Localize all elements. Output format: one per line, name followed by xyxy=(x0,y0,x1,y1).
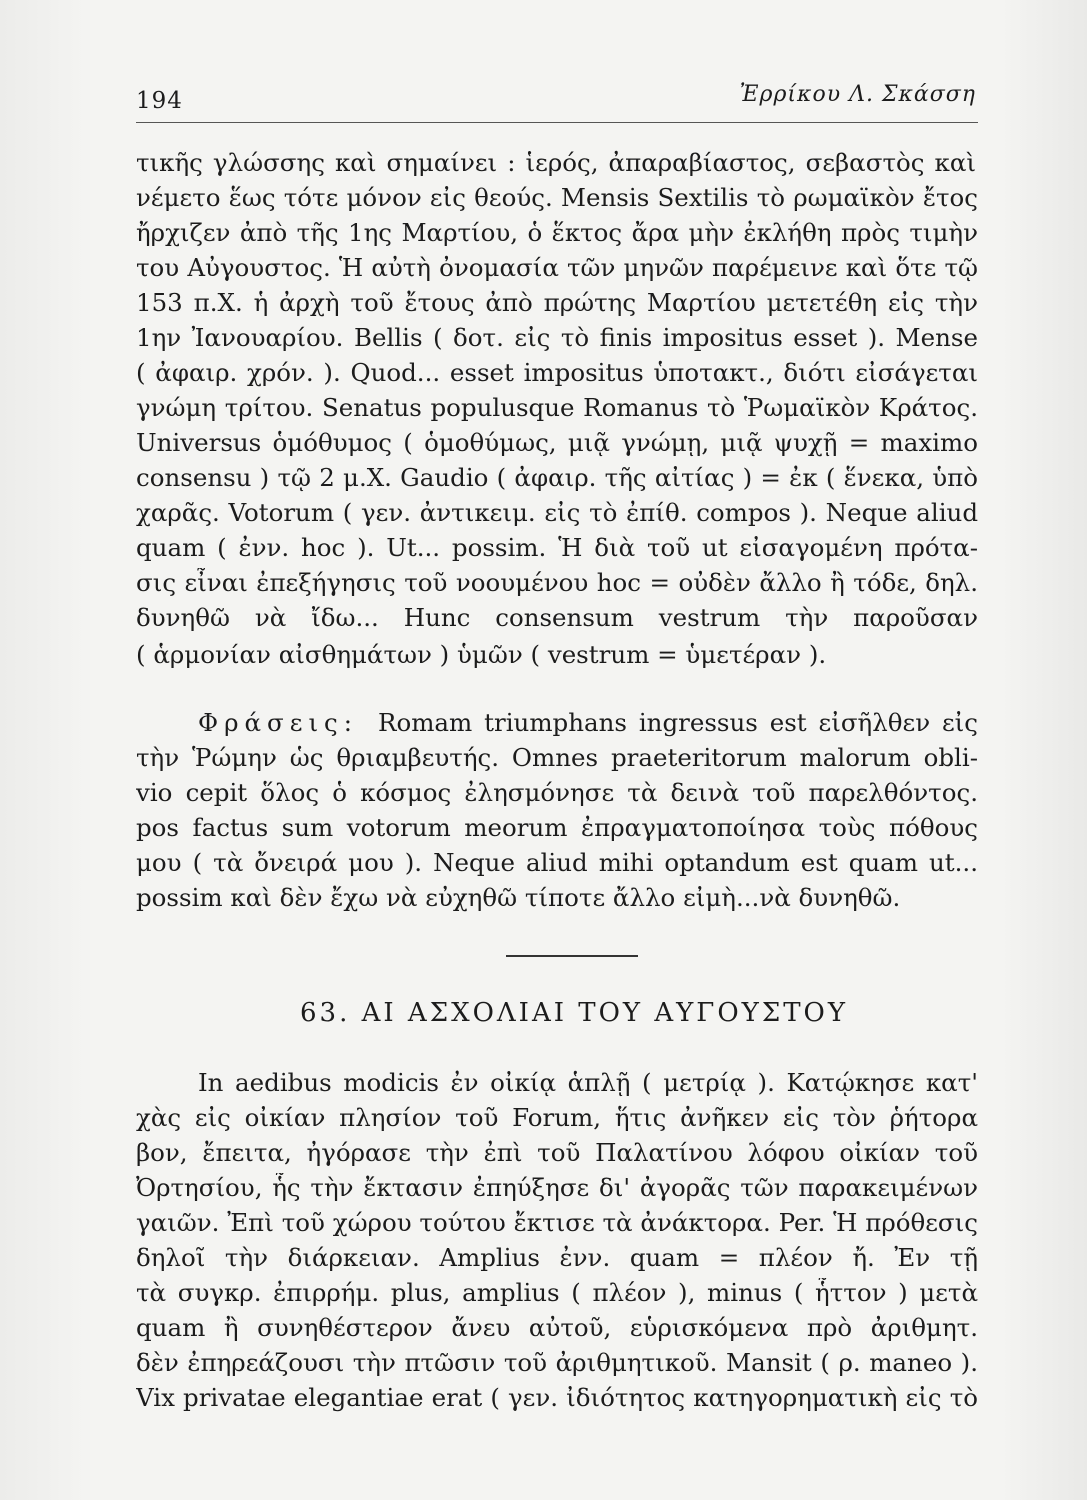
section-divider xyxy=(506,955,638,957)
text-line: δηλοῖ τὴν διάρκειαν. Amplius ἐνν. quam = πλέον ἤ. Ἐν τῇ xyxy=(136,1243,978,1272)
text-line: του Αὐγουστος. Ἡ αὐτὴ ὀνομασία τῶν μηνῶν παρέμεινε καὶ ὅτε τῷ xyxy=(136,253,978,282)
text-line: ( ἀφαιρ. χρόν. ). Quod... esset impositus ὑποτακτ., διότι εἰσάγεται xyxy=(136,358,978,387)
text-line: δυνηθῶ νὰ ἴδω... Hunc consensum vestrum τὴν παροῦσαν xyxy=(136,603,978,632)
text-line: Romam triumphans ingressus est εἰσῆλθεν εἰς xyxy=(378,708,978,737)
header-rule xyxy=(136,122,978,123)
text-line: ( ἁρμονίαν αἰσθημάτων ) ὑμῶν ( vestrum = ὑμετέραν ). xyxy=(136,640,827,669)
page-header xyxy=(136,82,976,118)
text-line: 1ην Ἰανουαρίου. Bellis ( δοτ. εἰς τὸ finis impositus esset ). Mense xyxy=(136,323,978,352)
page-number: 194 xyxy=(136,88,183,114)
text-line: Universus ὁμόθυμος ( ὁμοθύμως, μιᾷ γνώμῃ, μιᾷ ψυχῇ = maximo xyxy=(136,428,978,457)
text-line: Ὀρτησίου, ἧς τὴν ἔκτασιν ἐπηύξησε δι' ἀγορᾶς τῶν παρακειμένων xyxy=(136,1173,978,1202)
text-line: δὲν ἐπηρεάζουσι τὴν πτῶσιν τοῦ ἀριθμητικοῦ. Mansit ( ρ. maneo ). xyxy=(136,1348,978,1377)
phrases-label xyxy=(198,708,358,738)
text-line: Vix privatae elegantiae erat ( γεν. ἰδιότητος κατηγορηματικὴ εἰς τὸ xyxy=(136,1383,978,1412)
text-line: βον, ἔπειτα, ἠγόρασε τὴν ἐπὶ τοῦ Παλατίνου λόφου οἰκίαν τοῦ xyxy=(136,1138,978,1167)
text-line: σις εἶναι ἐπεξήγησις τοῦ νοουμένου hoc = οὐδὲν ἄλλο ἢ τόδε, δηλ. xyxy=(136,568,978,597)
text-line: τὰ συγκρ. ἐπιρρήμ. plus, amplius ( πλέον ), minus ( ἧττον ) μετὰ xyxy=(136,1278,978,1307)
text-line: τὴν Ῥώμην ὡς θριαμβευτής. Omnes praeteritorum malorum obli- xyxy=(136,743,978,772)
running-head: Ἐρρίκου Λ. Σκάσση xyxy=(739,82,976,107)
text-line: γαιῶν. Ἐπὶ τοῦ χώρου τούτου ἔκτισε τὰ ἀνάκτορα. Per. Ἡ πρόθεσις xyxy=(136,1208,978,1237)
text-line: 153 π.Χ. ἡ ἀρχὴ τοῦ ἔτους ἀπὸ πρώτης Μαρτίου μετετέθη εἰς τὴν xyxy=(136,288,978,317)
text-line: χὰς εἰς οἰκίαν πλησίον τοῦ Forum, ἥτις ἀνῆκεν εἰς τὸν ῥήτορα xyxy=(136,1103,978,1132)
text-line: τικῆς γλώσσης καὶ σημαίνει : ἱερός, ἀπαραβίαστος, σεβαστὸς καὶ xyxy=(136,148,976,177)
text-line: νέμετο ἕως τότε μόνον εἰς θεούς. Mensis Sextilis τὸ ρωμαϊκὸν ἔτος xyxy=(136,183,978,212)
section-title: 63. ΑΙ ΑΣΧΟΛΙΑΙ ΤΟΥ ΑΥΓΟΥΣΤΟΥ xyxy=(300,998,849,1028)
text-line: ἤρχιζεν ἀπὸ τῆς 1ης Μαρτίου, ὁ ἕκτος ἄρα μὴν ἐκλήθη πρὸς τιμὴν xyxy=(136,218,978,247)
text-line: γνώμη τρίτου. Senatus populusque Romanus τὸ Ῥωμαϊκὸν Κράτος. xyxy=(136,393,978,422)
text-line: In aedibus modicis ἐν οἰκίᾳ ἁπλῇ ( μετρίᾳ ). Κατῴκησε κατ' xyxy=(198,1068,978,1097)
text-line: quam ἢ συνηθέστερον ἄνευ αὐτοῦ, εὑρισκόμενα πρὸ ἀριθμητ. xyxy=(136,1313,978,1342)
text-line: μου ( τὰ ὄνειρά μου ). Neque aliud mihi optandum est quam ut... xyxy=(136,848,978,877)
phrases-label-text: Φράσεις: xyxy=(198,708,359,737)
text-line: vio cepit ὅλος ὁ κόσμος ἐλησμόνησε τὰ δεινὰ τοῦ παρελθόντος. xyxy=(136,778,978,807)
text-line: consensu ) τῷ 2 μ.Χ. Gaudio ( ἀφαιρ. τῆς αἰτίας ) = ἐκ ( ἕνεκα, ὑπὸ xyxy=(136,463,978,492)
text-line: χαρᾶς. Votorum ( γεν. ἀντικειμ. εἰς τὸ ἐπίθ. compos ). Neque aliud xyxy=(136,498,978,527)
text-line: possim καὶ δὲν ἔχω νὰ εὐχηθῶ τίποτε ἄλλο εἰμὴ...νὰ δυνηθῶ. xyxy=(136,883,901,912)
text-line: pos factus sum votorum meorum ἐπραγματοποίησα τοὺς πόθους xyxy=(136,813,978,842)
text-line: quam ( ἐνν. hoc ). Ut... possim. Ἡ διὰ τοῦ ut εἰσαγομένη πρότα- xyxy=(136,533,978,562)
